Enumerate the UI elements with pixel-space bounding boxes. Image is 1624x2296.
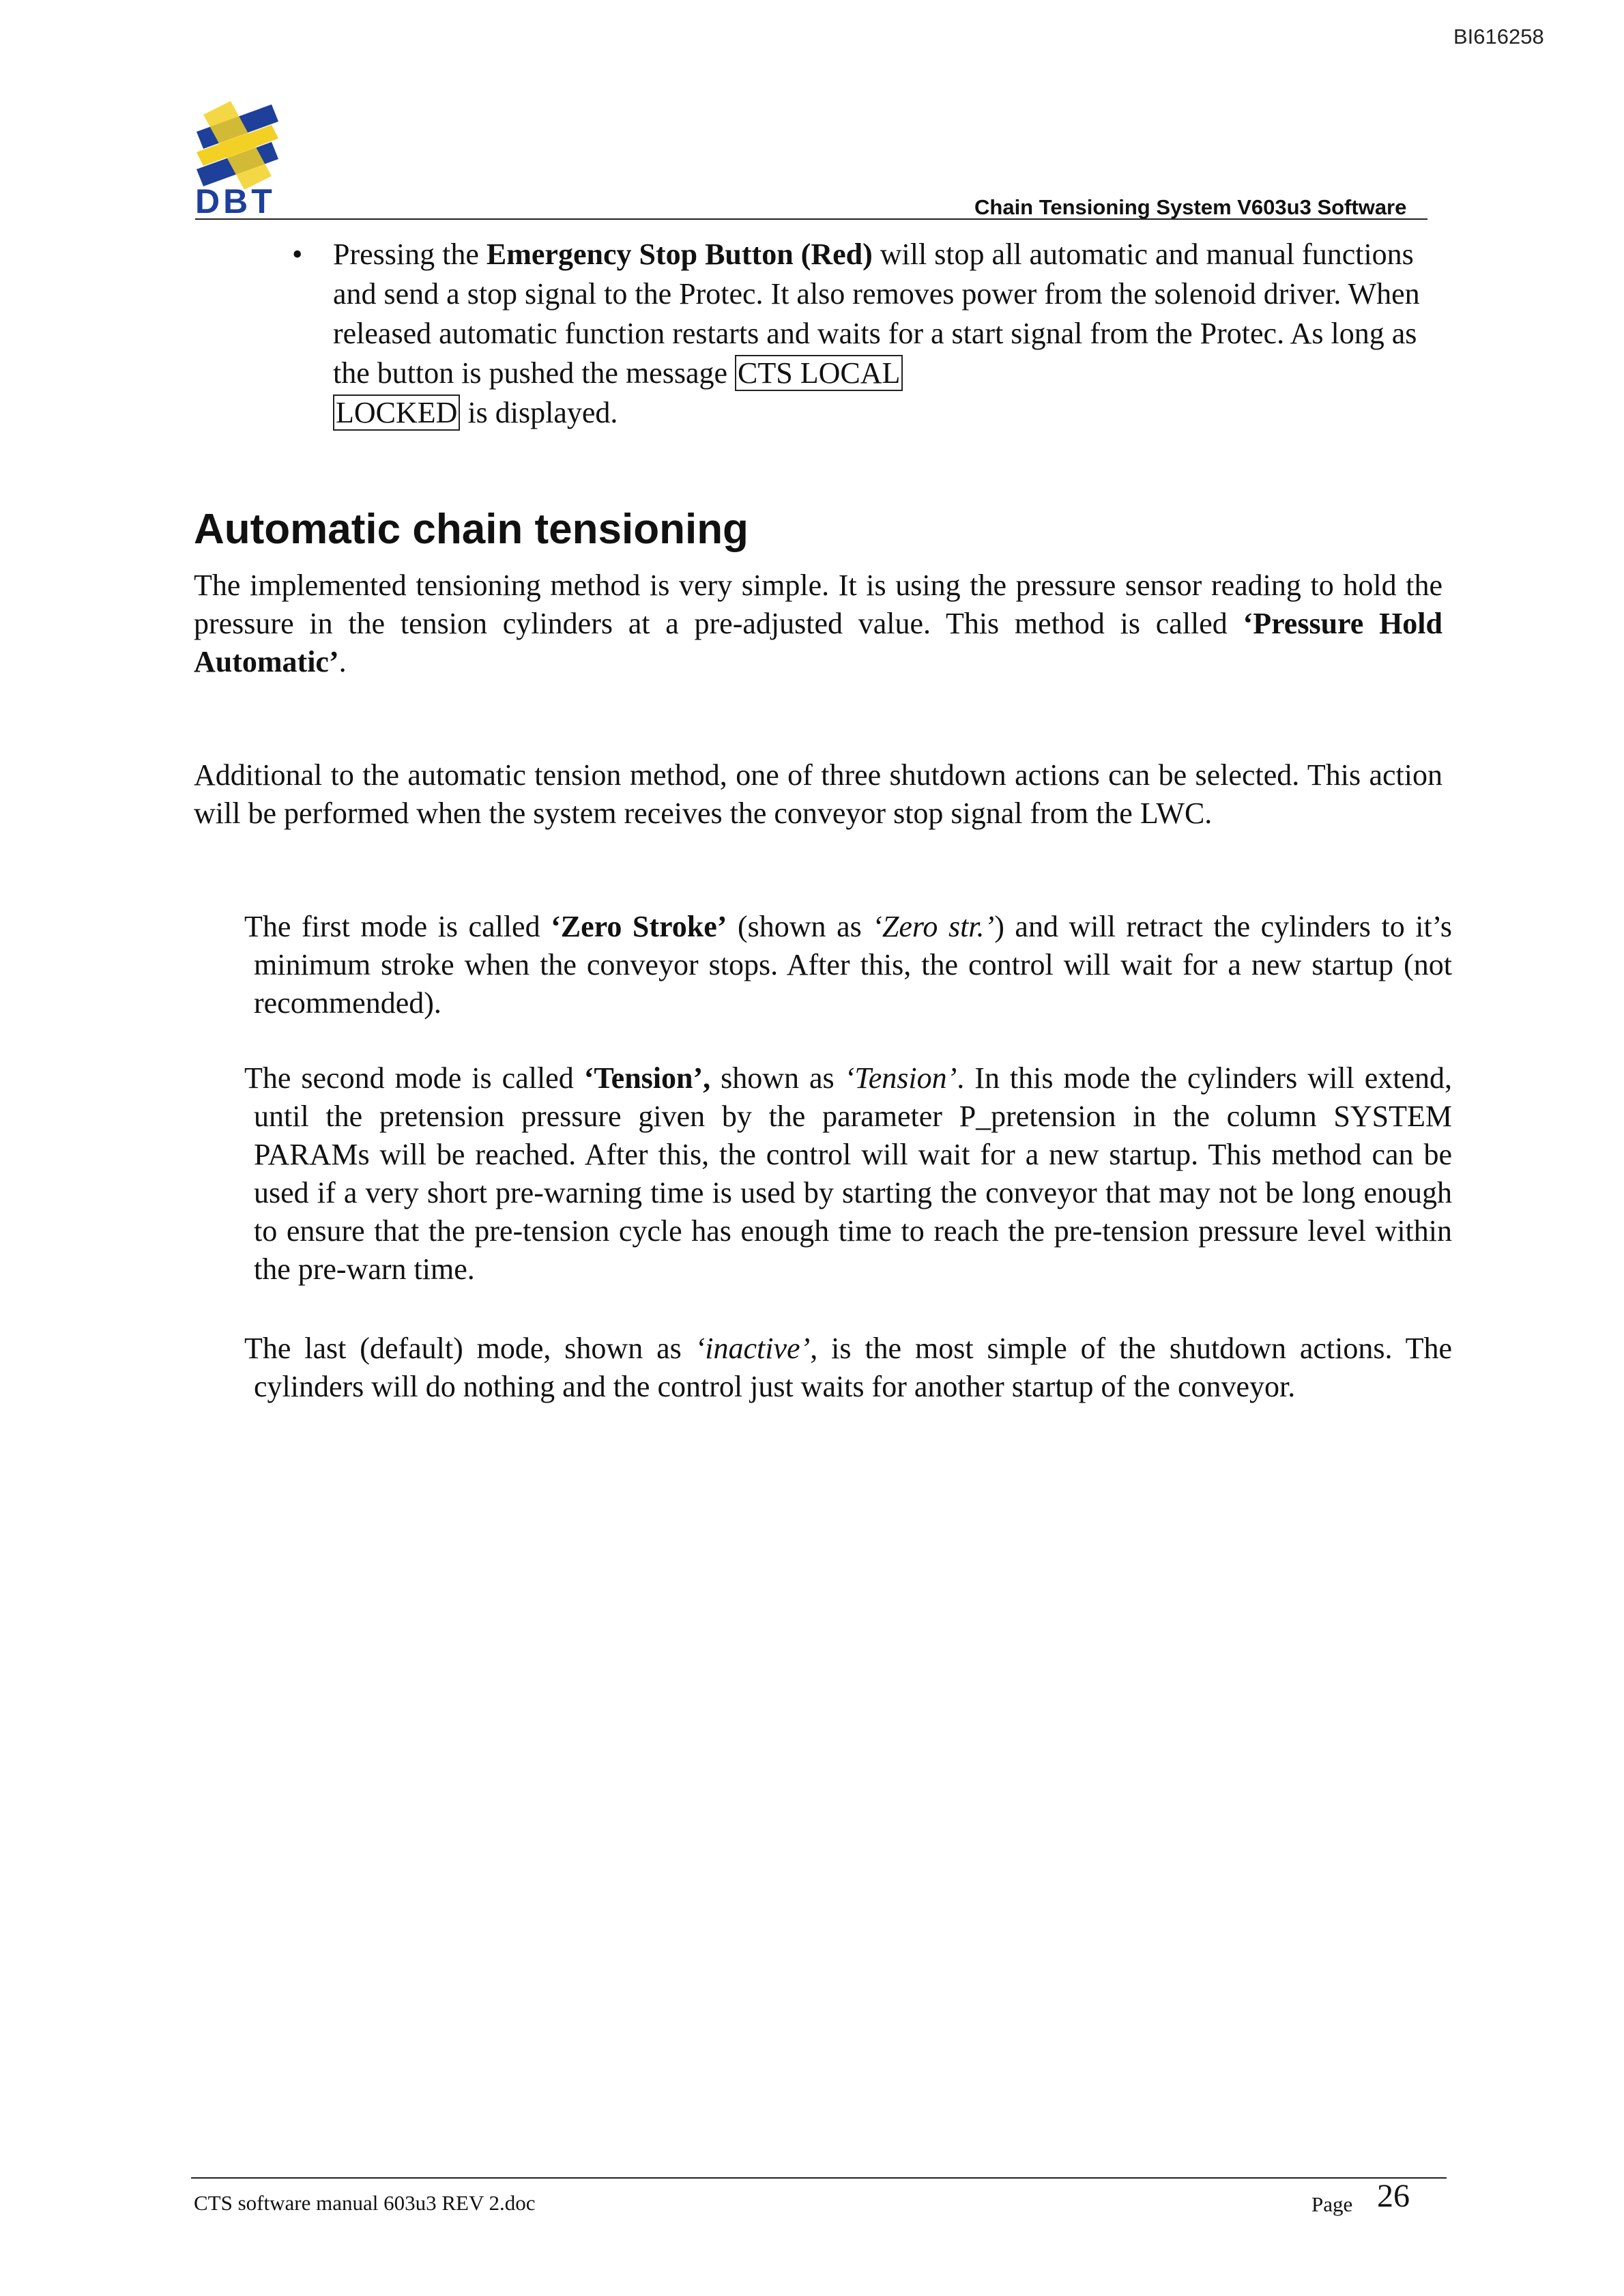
mode2-display: ‘Tension’	[844, 1061, 957, 1095]
footer-rule	[191, 2177, 1447, 2179]
mode1-text-d: ) and will retract the cylinders to it’s minimum stroke when the conveyor stops. After this, the control will wait for a new startup (not recommended).	[254, 910, 1453, 1020]
mode2-text-d: . In this mode the cylinders will extend, until the pretension pressure given by the parameter P_pretension in the column SYSTEM PARAMs will be reached. After this, the control will wait for a new startup. This method can be used if a very short pre-warning time is used by starting the conveyor that may not be long enough to ensure that the pre-tension cycle has enough time to reach the pre-tension pressure level within the pre-warn time.	[254, 1061, 1452, 1286]
mode3-text-a: The last (default) mode, shown as	[244, 1332, 695, 1365]
method-name: ‘Pressure Hold Automatic’	[194, 607, 1442, 678]
mode-tension	[244, 1059, 1452, 1289]
bullet-item	[292, 235, 1433, 433]
paragraph-method-text: The implemented tensioning method is very simple. It is using the pressure sensor reading to hold the pressure in the tension cylinders at a pre-adjusted value. This method is called	[194, 569, 1442, 640]
mode1-text-a: The first mode is called	[244, 910, 551, 943]
message-box-part1: CTS LOCAL	[735, 355, 903, 391]
bullet-dot-icon: •	[292, 238, 303, 271]
bullet-text-1: Pressing the	[333, 238, 487, 271]
mode2-text-c: shown as	[710, 1061, 845, 1095]
mode3-text-d: , is the most simple of the shutdown actions. The cylinders will do nothing and the control just waits for another startup of the conveyor.	[254, 1332, 1452, 1403]
emergency-stop-label: Emergency Stop Button (Red)	[486, 238, 873, 271]
mode2-text-a: The second mode is called	[244, 1061, 584, 1095]
header-title: Chain Tensioning System V603u3 Software	[974, 195, 1407, 219]
footer-filename: CTS software manual 603u3 REV 2.doc	[194, 2191, 536, 2215]
mode-inactive	[244, 1330, 1452, 1406]
mode-zero-stroke	[244, 908, 1452, 1022]
paragraph-method-end: .	[338, 645, 347, 678]
header-rule	[195, 218, 1427, 220]
document-id: BI616258	[1453, 25, 1544, 48]
paragraph-method	[194, 566, 1442, 681]
mode1-name: ‘Zero Stroke’	[551, 910, 727, 943]
message-box-part2: LOCKED	[333, 394, 460, 431]
footer-page-label: Page	[1311, 2192, 1353, 2216]
mode1-display: ‘Zero str.’	[872, 910, 995, 943]
mode2-name: ‘Tension’,	[583, 1061, 711, 1095]
bullet-text-2: will stop all automatic and manual functions and send a stop signal to the Protec. It also removes power from the solenoid driver. When released automatic function restarts and waits for a start signal from the Protec. As long as the button is pushed the message	[333, 238, 1420, 390]
section-heading: Automatic chain tensioning	[194, 506, 749, 553]
page-number: 26	[1377, 2178, 1410, 2214]
paragraph-shutdown: Additional to the automatic tension method, one of three shutdown actions can be selected. This action will be performed when the system receives the conveyor stop signal from the LWC.	[194, 758, 1442, 830]
mode3-display: ‘inactive’	[695, 1332, 811, 1365]
bullet-text	[333, 235, 1433, 433]
mode1-text-c: (shown as	[727, 910, 873, 943]
bullet-text-3: is displayed.	[460, 396, 618, 429]
logo-text: DBT	[195, 182, 276, 220]
